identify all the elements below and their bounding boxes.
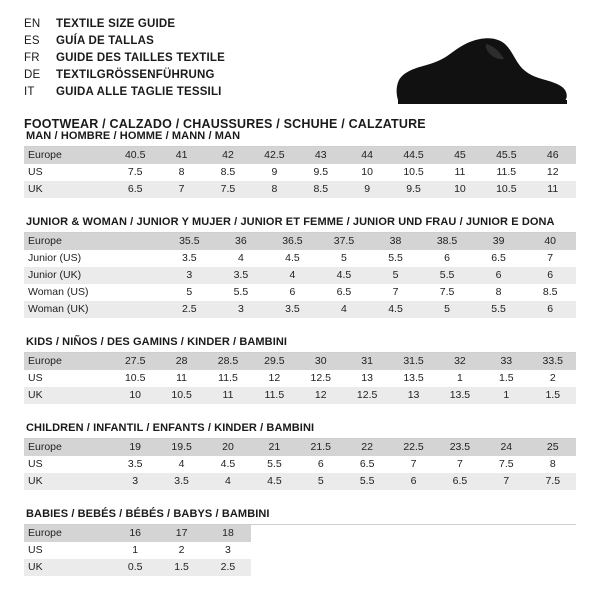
size-cell: 12 [298,387,344,404]
size-cell: 2.5 [164,301,216,318]
table-row [24,181,576,198]
table-row [24,233,576,250]
size-cell: 2 [530,370,576,387]
size-cell: 5 [164,284,216,301]
group-title: JUNIOR & WOMAN / JUNIOR Y MUJER / JUNIOR ET FEMME / JUNIOR UND FRAU / JUNIOR E DONA [24,216,576,233]
size-cell-empty [344,559,390,576]
row-label: UK [24,387,112,404]
size-cell-empty [344,525,390,542]
size-cell: 45 [437,147,483,164]
table-row [24,147,576,164]
size-cell: 3.5 [215,267,267,284]
size-cell: 7 [370,284,422,301]
row-label: Europe [24,439,112,456]
language-code: EN [24,18,41,30]
size-cell: 1.5 [158,559,204,576]
row-label: Europe [24,353,112,370]
size-cell: 4 [205,473,251,490]
size-group-junior-woman [24,216,576,318]
size-cell: 20 [205,439,251,456]
row-label: Woman (UK) [24,301,112,318]
size-cell-empty [344,542,390,559]
row-label: Woman (US) [24,284,112,301]
size-cell: 12 [530,164,576,181]
language-row [24,67,225,84]
size-cell: 30 [298,353,344,370]
table-row [24,267,576,284]
size-cell: 17 [158,525,204,542]
size-cell: 6 [473,267,525,284]
row-label: US [24,164,112,181]
size-cell: 5.5 [473,301,525,318]
size-cell-empty [483,559,529,576]
table-row [24,559,576,576]
size-cell: 22.5 [390,439,436,456]
size-cell: 10.5 [158,387,204,404]
size-cell: 9 [251,164,297,181]
size-group-babies [24,508,576,576]
size-cell: 8.5 [524,284,576,301]
size-cell: 3.5 [267,301,319,318]
language-code: ES [24,35,40,47]
language-row [24,84,225,101]
size-cell: 13.5 [437,387,483,404]
size-cell: 12.5 [344,387,390,404]
size-cell: 6 [390,473,436,490]
size-cell: 10 [112,387,158,404]
size-cell: 6 [524,301,576,318]
size-cell: 7.5 [421,284,473,301]
size-cell-empty [483,525,529,542]
language-title: GUIDE DES TAILLES TEXTILE [56,52,225,64]
size-cell: 13.5 [390,370,436,387]
size-cell: 4 [215,250,267,267]
size-cell: 27.5 [112,353,158,370]
size-cell: 3 [205,542,251,559]
size-cell: 6 [421,250,473,267]
size-cell: 3.5 [164,250,216,267]
size-cell: 7 [437,456,483,473]
size-cell: 7.5 [530,473,576,490]
size-cell: 38 [370,233,422,250]
size-cell: 1 [483,387,529,404]
size-cell: 6.5 [344,456,390,473]
size-cell: 8 [530,456,576,473]
language-row [24,50,225,67]
size-cell [112,250,164,267]
size-cell: 40 [524,233,576,250]
size-group-children [24,422,576,490]
row-label: Junior (US) [24,250,112,267]
group-title: KIDS / NIÑOS / DES GAMINS / KINDER / BAMBINI [24,336,576,353]
size-cell [112,233,164,250]
size-cell: 3 [164,267,216,284]
table-row [24,542,576,559]
size-cell: 11 [205,387,251,404]
table-row [24,301,576,318]
size-cell-empty [530,559,576,576]
size-cell: 25 [530,439,576,456]
language-title: TEXTILGRÖSSENFÜHRUNG [56,69,215,81]
size-cell: 33 [483,353,529,370]
size-cell: 41 [158,147,204,164]
size-cell: 7.5 [112,164,158,181]
size-cell: 9 [344,181,390,198]
size-cell: 3 [215,301,267,318]
table-row [24,370,576,387]
size-cell: 4 [158,456,204,473]
language-title: GUÍA DE TALLAS [56,35,154,47]
size-table [24,147,576,198]
table-row [24,473,576,490]
size-cell-empty [298,559,344,576]
size-cell: 7.5 [205,181,251,198]
size-cell: 5.5 [344,473,390,490]
table-row [24,456,576,473]
table-row [24,525,576,542]
size-cell: 24 [483,439,529,456]
row-label: US [24,542,112,559]
size-cell [112,284,164,301]
table-row [24,387,576,404]
size-cell: 28.5 [205,353,251,370]
size-cell: 10 [344,164,390,181]
size-cell: 6.5 [112,181,158,198]
size-cell: 11 [530,181,576,198]
size-cell: 3.5 [158,473,204,490]
size-cell: 4.5 [318,267,370,284]
size-cell: 4 [318,301,370,318]
size-cell: 3.5 [112,456,158,473]
size-cell: 29.5 [251,353,297,370]
size-cell: 11 [437,164,483,181]
size-cell: 7 [524,250,576,267]
size-cell: 6.5 [473,250,525,267]
size-cell: 42.5 [251,147,297,164]
table-row [24,284,576,301]
size-cell-empty [298,542,344,559]
size-cell: 2 [158,542,204,559]
size-table [24,233,576,318]
group-title: MAN / HOMBRE / HOMME / MANN / MAN [24,130,576,147]
size-cell: 1.5 [483,370,529,387]
size-cell: 39 [473,233,525,250]
size-cell: 1.5 [530,387,576,404]
size-cell: 5 [298,473,344,490]
size-cell: 8 [251,181,297,198]
row-label: US [24,456,112,473]
size-cell: 3 [112,473,158,490]
size-group-man [24,130,576,198]
size-cell: 32 [437,353,483,370]
size-cell-empty [390,525,436,542]
size-cell: 33.5 [530,353,576,370]
group-title: BABIES / BEBÉS / BÉBÉS / BABYS / BAMBINI [24,508,576,525]
size-cell: 5.5 [370,250,422,267]
size-cell: 35.5 [164,233,216,250]
size-cell: 11.5 [205,370,251,387]
size-cell: 19.5 [158,439,204,456]
size-cell: 5 [421,301,473,318]
size-cell: 43 [298,147,344,164]
size-cell: 4 [267,267,319,284]
size-cell-empty [390,559,436,576]
language-row [24,33,225,50]
language-code: FR [24,52,40,64]
language-title-list [24,16,225,101]
size-table [24,439,576,490]
size-table [24,525,576,576]
size-cell: 19 [112,439,158,456]
size-cell-empty [251,525,297,542]
table-row [24,250,576,267]
row-label: Europe [24,147,112,164]
category-title: FOOTWEAR / CALZADO / CHAUSSURES / SCHUHE / CALZATURE [24,117,426,131]
size-cell: 8.5 [205,164,251,181]
table-row [24,353,576,370]
size-cell: 21 [251,439,297,456]
size-cell: 46 [530,147,576,164]
size-cell: 9.5 [390,181,436,198]
size-cell: 40.5 [112,147,158,164]
size-cell-empty [530,542,576,559]
size-cell: 5.5 [421,267,473,284]
size-cell: 6 [267,284,319,301]
size-cell: 23.5 [437,439,483,456]
size-cell: 1 [112,542,158,559]
language-title: GUIDA ALLE TAGLIE TESSILI [56,86,222,98]
size-cell: 6 [524,267,576,284]
document-header [24,16,576,131]
size-cell: 11.5 [483,164,529,181]
size-cell: 37.5 [318,233,370,250]
size-cell-empty [437,542,483,559]
size-cell: 9.5 [298,164,344,181]
size-cell-empty [251,559,297,576]
size-cell-empty [483,542,529,559]
size-cell: 13 [390,387,436,404]
row-label: UK [24,559,112,576]
size-cell: 45.5 [483,147,529,164]
row-label: Junior (UK) [24,267,112,284]
size-cell-empty [390,542,436,559]
size-cell: 11.5 [251,387,297,404]
size-cell: 28 [158,353,204,370]
size-cell: 11 [158,370,204,387]
size-cell: 1 [437,370,483,387]
size-cell: 7 [390,456,436,473]
size-cell: 10.5 [483,181,529,198]
size-cell: 36 [215,233,267,250]
size-cell: 8.5 [298,181,344,198]
size-cell: 5.5 [215,284,267,301]
size-cell: 12 [251,370,297,387]
size-cell: 10.5 [112,370,158,387]
row-label: Europe [24,233,112,250]
row-label: UK [24,181,112,198]
row-label: UK [24,473,112,490]
language-row [24,16,225,33]
table-row [24,164,576,181]
size-cell: 5 [318,250,370,267]
size-cell: 2.5 [205,559,251,576]
row-label: Europe [24,525,112,542]
size-cell: 38.5 [421,233,473,250]
size-cell: 12.5 [298,370,344,387]
language-code: DE [24,69,41,81]
size-cell: 44.5 [390,147,436,164]
size-cell: 7.5 [483,456,529,473]
row-label: US [24,370,112,387]
size-cell: 44 [344,147,390,164]
size-cell: 4.5 [267,250,319,267]
dress-shoe-icon [390,36,570,108]
size-cell: 10 [437,181,483,198]
table-row [24,439,576,456]
size-cell: 16 [112,525,158,542]
size-cell [112,267,164,284]
size-cell: 7 [483,473,529,490]
size-cell-empty [251,542,297,559]
size-cell: 6.5 [318,284,370,301]
size-cell: 18 [205,525,251,542]
size-cell: 13 [344,370,390,387]
size-cell: 10.5 [390,164,436,181]
size-cell: 8 [473,284,525,301]
size-cell: 21.5 [298,439,344,456]
size-cell: 4.5 [205,456,251,473]
size-group-kids [24,336,576,404]
size-cell-empty [437,559,483,576]
size-cell: 42 [205,147,251,164]
size-cell-empty [437,525,483,542]
size-cell-empty [298,525,344,542]
size-cell: 6 [298,456,344,473]
group-title: CHILDREN / INFANTIL / ENFANTS / KINDER / BAMBINI [24,422,576,439]
size-cell: 5 [370,267,422,284]
language-title: TEXTILE SIZE GUIDE [56,18,176,30]
size-cell: 5.5 [251,456,297,473]
size-cell: 31 [344,353,390,370]
size-cell: 6.5 [437,473,483,490]
size-table [24,353,576,404]
size-cell: 0.5 [112,559,158,576]
size-cell-empty [530,525,576,542]
language-code: IT [24,86,35,98]
size-cell: 4.5 [370,301,422,318]
size-cell [112,301,164,318]
size-cell: 22 [344,439,390,456]
size-cell: 31.5 [390,353,436,370]
size-cell: 36.5 [267,233,319,250]
size-cell: 4.5 [251,473,297,490]
size-cell: 8 [158,164,204,181]
size-cell: 7 [158,181,204,198]
